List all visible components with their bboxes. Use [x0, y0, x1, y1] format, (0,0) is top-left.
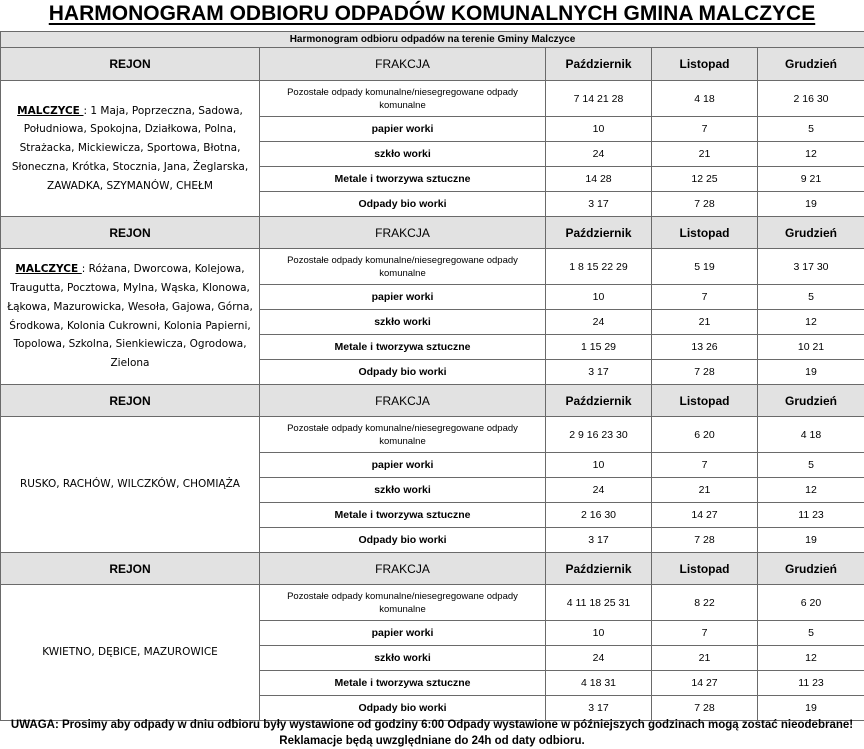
date-cell: 4 18 [652, 81, 758, 117]
fraction-cell: Pozostałe odpady komunalne/niesegregowane odpady komunalne [260, 249, 546, 285]
warning-note [0, 717, 864, 749]
date-cell: 7 28 [652, 360, 758, 385]
fraction-cell: szkło worki [260, 310, 546, 335]
fraction-cell: Pozostałe odpady komunalne/niesegregowane odpady komunalne [260, 81, 546, 117]
date-cell: 12 [758, 646, 864, 671]
month-header: Listopad [652, 217, 758, 249]
month-header: Listopad [652, 48, 758, 81]
date-cell: 2 9 16 23 30 [546, 417, 652, 453]
region-header: REJON [1, 217, 260, 249]
region-streets: : Różana, Dworcowa, Kolejowa, Traugutta, Pocztowa, Mylna, Wąska, Klonowa, Łąkowa, Mazurowicka, Wesoła, Gajowa, Górna, Środkowa, Kolonia Cukrowni, Kolonia Papierni, Topolowa, Szkolna, Sienkiewicza, Ogrodowa, Zielona [7, 263, 253, 369]
schedule-table [0, 31, 864, 721]
date-cell: 6 20 [758, 585, 864, 621]
region-streets: : 1 Maja, Poprzeczna, Sadowa, Południowa, Spokojna, Działkowa, Polna, Strażacka, Mickiewicza, Sportowa, Błotna, Słoneczna, Krótka, Stocznia, Jana, Żeglarska, ZAWADKA, SZYMANÓW, CHEŁM [12, 105, 248, 192]
month-header: Listopad [652, 553, 758, 585]
date-cell: 12 [758, 478, 864, 503]
date-cell: 10 [546, 285, 652, 310]
date-cell: 9 21 [758, 167, 864, 192]
fraction-header: FRAKCJA [260, 385, 546, 417]
region-cell [1, 249, 260, 385]
date-cell: 4 11 18 25 31 [546, 585, 652, 621]
date-cell: 4 18 31 [546, 671, 652, 696]
fraction-cell: Pozostałe odpady komunalne/niesegregowane odpady komunalne [260, 585, 546, 621]
date-cell: 19 [758, 696, 864, 721]
date-cell: 13 26 [652, 335, 758, 360]
fraction-cell: Metale i tworzywa sztuczne [260, 335, 546, 360]
date-cell: 11 23 [758, 671, 864, 696]
fraction-cell: Odpady bio worki [260, 360, 546, 385]
fraction-cell: papier worki [260, 453, 546, 478]
fraction-cell: papier worki [260, 285, 546, 310]
date-cell: 4 18 [758, 417, 864, 453]
region-cell [1, 81, 260, 217]
region-cell [1, 417, 260, 553]
fraction-cell: Metale i tworzywa sztuczne [260, 167, 546, 192]
group-header-row [1, 385, 864, 417]
fraction-cell: Metale i tworzywa sztuczne [260, 671, 546, 696]
date-cell: 24 [546, 646, 652, 671]
month-header: Grudzień [758, 385, 864, 417]
region-header: REJON [1, 385, 260, 417]
date-cell: 5 19 [652, 249, 758, 285]
date-cell: 12 [758, 310, 864, 335]
date-cell: 21 [652, 478, 758, 503]
month-header: Październik [546, 385, 652, 417]
fraction-cell: Odpady bio worki [260, 696, 546, 721]
date-cell: 10 [546, 621, 652, 646]
date-cell: 3 17 [546, 528, 652, 553]
date-cell: 14 28 [546, 167, 652, 192]
date-cell: 6 20 [652, 417, 758, 453]
date-cell: 19 [758, 528, 864, 553]
month-header: Grudzień [758, 48, 864, 81]
fraction-cell: szkło worki [260, 646, 546, 671]
fraction-header: FRAKCJA [260, 217, 546, 249]
date-cell: 5 [758, 621, 864, 646]
fraction-cell: Odpady bio worki [260, 528, 546, 553]
page-title-text: HARMONOGRAM ODBIORU ODPADÓW KOMUNALNYCH GMINA MALCZYCE [49, 2, 815, 25]
date-cell: 7 28 [652, 528, 758, 553]
date-cell: 2 16 30 [546, 503, 652, 528]
month-header: Październik [546, 217, 652, 249]
region-town: MALCZYCE [17, 105, 83, 117]
date-cell: 12 [758, 142, 864, 167]
fraction-cell: Metale i tworzywa sztuczne [260, 503, 546, 528]
group-header-row [1, 48, 864, 81]
date-cell: 21 [652, 310, 758, 335]
fraction-cell: papier worki [260, 621, 546, 646]
table-row [1, 81, 864, 117]
date-cell: 21 [652, 142, 758, 167]
date-cell: 10 [546, 117, 652, 142]
date-cell: 14 27 [652, 503, 758, 528]
date-cell: 14 27 [652, 671, 758, 696]
date-cell: 10 [546, 453, 652, 478]
date-cell: 24 [546, 478, 652, 503]
region-streets: KWIETNO, DĘBICE, MAZUROWICE [42, 646, 218, 658]
region-header: REJON [1, 553, 260, 585]
region-town: MALCZYCE [15, 263, 81, 275]
date-cell: 19 [758, 192, 864, 217]
fraction-cell: Pozostałe odpady komunalne/niesegregowane odpady komunalne [260, 417, 546, 453]
date-cell: 8 22 [652, 585, 758, 621]
date-cell: 24 [546, 310, 652, 335]
group-header-row [1, 217, 864, 249]
warning-line: UWAGA: Prosimy aby odpady w dniu odbioru były wystawione od godziny 6:00 Odpady wystawione w późniejszych godzinach mogą zostać nieodebrane! [0, 717, 864, 733]
date-cell: 3 17 [546, 696, 652, 721]
subtitle-row [1, 32, 864, 48]
date-cell: 24 [546, 142, 652, 167]
fraction-cell: papier worki [260, 117, 546, 142]
date-cell: 19 [758, 360, 864, 385]
fraction-cell: szkło worki [260, 142, 546, 167]
fraction-header: FRAKCJA [260, 48, 546, 81]
region-header: REJON [1, 48, 260, 81]
month-header: Grudzień [758, 553, 864, 585]
date-cell: 2 16 30 [758, 81, 864, 117]
table-row [1, 585, 864, 621]
fraction-cell: Odpady bio worki [260, 192, 546, 217]
date-cell: 7 [652, 117, 758, 142]
month-header: Październik [546, 553, 652, 585]
date-cell: 1 15 29 [546, 335, 652, 360]
date-cell: 7 [652, 285, 758, 310]
date-cell: 3 17 [546, 360, 652, 385]
group-header-row [1, 553, 864, 585]
date-cell: 10 21 [758, 335, 864, 360]
table-subtitle: Harmonogram odbioru odpadów na terenie Gminy Malczyce [1, 32, 864, 48]
date-cell: 7 [652, 621, 758, 646]
date-cell: 21 [652, 646, 758, 671]
region-streets: RUSKO, RACHÓW, WILCZKÓW, CHOMIĄŻA [20, 478, 240, 490]
complaint-line: Reklamacje będą uwzględniane do 24h od daty odbioru. [0, 733, 864, 749]
date-cell: 1 8 15 22 29 [546, 249, 652, 285]
table-row [1, 417, 864, 453]
month-header: Październik [546, 48, 652, 81]
region-cell [1, 585, 260, 721]
fraction-header: FRAKCJA [260, 553, 546, 585]
date-cell: 5 [758, 117, 864, 142]
date-cell: 3 17 [546, 192, 652, 217]
date-cell: 5 [758, 453, 864, 478]
month-header: Listopad [652, 385, 758, 417]
date-cell: 7 28 [652, 192, 758, 217]
page-title [0, 0, 864, 30]
date-cell: 3 17 30 [758, 249, 864, 285]
date-cell: 7 14 21 28 [546, 81, 652, 117]
date-cell: 11 23 [758, 503, 864, 528]
fraction-cell: szkło worki [260, 478, 546, 503]
table-row [1, 249, 864, 285]
date-cell: 7 [652, 453, 758, 478]
month-header: Grudzień [758, 217, 864, 249]
date-cell: 12 25 [652, 167, 758, 192]
date-cell: 5 [758, 285, 864, 310]
date-cell: 7 28 [652, 696, 758, 721]
